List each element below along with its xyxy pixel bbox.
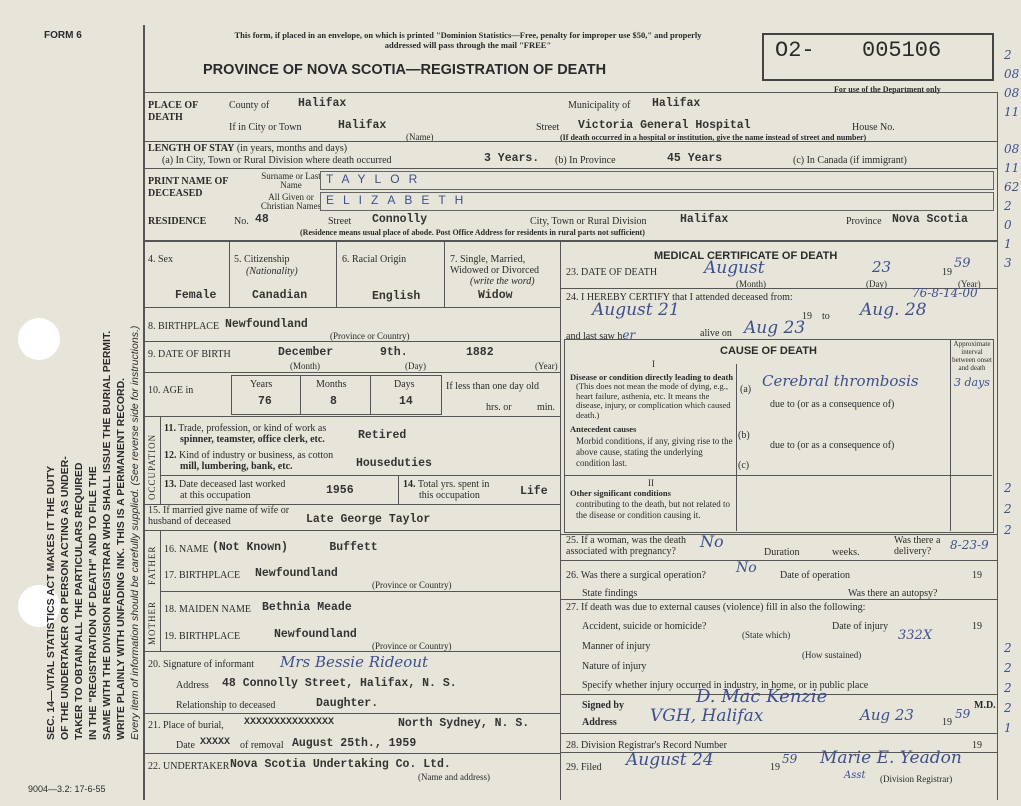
age-years-label: Years [250,379,273,390]
mother-side-label: MOTHER [147,601,157,645]
attended-from-yr: 19 [802,311,812,322]
surname-value: TAYLOR [326,172,427,186]
divider-m6 [560,733,997,734]
divider-4 [143,307,560,308]
record-number-label: 28. Division Registrar's Record Number [566,740,727,751]
burial-date-strikeout: XXXXX [200,737,231,748]
q14-no: 14. [403,479,416,490]
disease-label: Disease or condition directly leading to death [570,372,734,382]
postal-note: This form, if placed in an envelope, on which is printed "Dominion Statistics—Free, penalty for improper use $50," and properly addressed will pass through the mail "FREE" [234,30,702,50]
pcol-3 [444,241,445,307]
cause-interval-divider [950,339,951,531]
form-right-border [997,92,998,800]
q11-no: 11. [164,423,176,434]
q14-text: Total yrs. spent in [417,479,490,490]
registrar-signature: Marie E. Yeadon [820,748,962,768]
certify-label: 24. I HEREBY CERTIFY that I attended deceased from: [566,292,793,303]
pregnancy-duration-label: Duration [764,547,800,558]
age-months-label: Months [316,379,347,390]
alive-on-label: alive on [700,328,732,339]
cause-inner-divider [736,364,737,531]
mother-birthplace-label: 19. BIRTHPLACE [164,631,241,642]
stay-b-value: 45 Years [667,152,723,165]
stay-b-label: (b) In Province [555,155,616,166]
header-divider [143,92,997,93]
age-months: 8 [330,395,337,408]
divider-m3 [560,560,997,561]
municipality-label: Municipality of [568,100,631,111]
q11-text-b: spinner, teamster, office clerk, etc. [180,434,325,445]
dob-month: December [278,346,334,359]
occupation-side-label: OCCUPATION [147,433,157,500]
given-names-label: All Given or Christian Names [260,192,322,211]
q12-text-b: mill, lumbering, bank, etc. [180,461,293,472]
residence-note: (Residence means usual place of abode. Post Office Address for residents in rural parts not sufficient) [300,228,645,237]
house-label: House No. [852,122,895,133]
age-hrs: hrs. or [486,402,512,413]
margin-codes-lower: 2 2 2 [1004,481,1012,537]
divider-5 [143,341,560,342]
residence-label: RESIDENCE [148,216,207,227]
physician-sign-yr-prefix: 19 [942,717,952,728]
filed-yr: 59 [782,752,798,766]
county-value: Halifax [298,97,347,110]
age-lt-day-label: If less than one day old [446,381,540,392]
injury-year-label: 19 [972,621,982,632]
cause-a-value: Cerebral thrombosis [762,372,919,390]
date-of-death-day: 23 [872,258,892,276]
filed-date: August 24 [626,750,714,770]
death-year-label: (Year) [958,279,981,289]
antecedent-sub: Morbid conditions, if any, giving rise to the above cause, stating the underlying condition last. [576,436,733,468]
death-day-label: (Day) [866,279,887,289]
q13-text: Date deceased last worked [179,479,286,490]
disease-sub: (This does not mean the mode of dying, e.g., heart failure, asthenia, etc. It means the disease, injury, or complication which caused death.) [576,381,731,420]
department-note: For use of the Department only [834,85,941,94]
operation-year-label: 19 [972,570,982,581]
cause-part-divider [564,475,992,476]
delivery-label: Was there a delivery? [894,535,941,557]
last-saw-label: and last saw h [566,331,623,342]
q11-text: Trade, profession, or kind of work as [178,423,327,434]
surname-label: Surname or Last Name [261,171,321,190]
last-worked-value: 1956 [326,484,354,497]
age-label: 10. AGE in [148,385,194,396]
other-conditions-label: Other significant conditions [570,488,671,498]
column-divider [560,241,561,800]
industry-value: Houseduties [356,457,432,470]
q13-14-divider [398,475,399,504]
antecedent-label: Antecedent causes [570,424,637,434]
cause-c-label: (c) [738,460,750,471]
signed-by-label: Signed by [582,700,624,711]
burial-date-value: August 25th., 1959 [292,737,417,750]
operation-date-label: Date of operation [780,570,850,581]
divider-14 [143,753,560,754]
relationship-value: Daughter. [316,697,379,710]
county-label: County of [229,100,270,111]
age-years: 76 [258,395,272,408]
dob-month-label: (Month) [290,361,320,371]
injury-place-label: Specify whether injury occurred in industry, in home, or in public place [582,680,869,691]
given-names-value: ELIZABETH [326,193,473,207]
citizenship-value: Canadian [252,289,308,302]
divider-13 [143,713,560,714]
relationship-label: Relationship to deceased [176,700,276,711]
street-value: Victoria General Hospital [578,119,751,132]
date-of-death-year-prefix: 19 [942,267,952,278]
physician-sign-date: Aug 23 [860,706,914,724]
divider-m4 [560,599,997,600]
residence-street-label: Street [328,216,352,227]
spouse-value: Late George Taylor [306,513,431,526]
mother-birthplace-value: Newfoundland [274,628,357,641]
racial-origin-value: English [372,290,421,303]
pcol-1 [229,241,230,307]
date-of-death-year: 59 [954,256,971,271]
medical-certificate-title: MEDICAL CERTIFICATE OF DEATH [654,250,838,262]
last-saw-suffix: er [622,328,636,342]
birthplace-label: 8. BIRTHPLACE [148,321,220,332]
divider-11 [160,591,560,592]
burial-strikeout: XXXXXXXXXXXXXXX [244,717,335,728]
autopsy-label: Was there an autopsy? [848,588,938,599]
form-number: FORM 6 [44,30,82,41]
manner-label: Manner of injury [582,641,651,652]
md-label: M.D. [974,700,996,711]
marital-value: Widow [478,289,513,302]
death-month-label: (Month) [736,279,766,289]
q12-text: Kind of industry or business, as cotton [179,450,334,461]
pregnancy-value: No [700,532,724,551]
dob-label: 9. DATE OF BIRTH [148,349,231,360]
hospital-note: (If death occurred in a hospital or institution, give the name instead of street and number) [560,133,867,142]
age-col-2 [370,375,371,415]
birthplace-sub: (Province or Country) [330,331,410,341]
age-days-label: Days [394,379,415,390]
how-sustained-label: (How sustained) [802,650,862,660]
certify-code: 76-8-14-00 [912,286,978,300]
physician-address-value: VGH, Halifax [650,706,764,726]
registration-prefix: O2- [775,38,815,63]
nature-label: Nature of injury [582,661,647,672]
registrar-asst: Asst [844,770,866,781]
street-label: Street [536,122,560,133]
divider-1 [143,141,997,142]
state-which-label: (State which) [742,630,791,640]
alive-on-value: Aug 23 [744,318,806,338]
marital-label: 7. Single, Married, Widowed or Divorced [450,254,540,276]
residence-city-value: Halifax [680,213,729,226]
registrar-label: (Division Registrar) [880,774,953,784]
deceased-name-label: PRINT NAME OF DECEASED [148,176,228,199]
surgery-label: 26. Was there a surgical operation? [566,570,706,581]
pregnancy-weeks-label: weeks. [832,547,860,558]
stay-label: LENGTH OF STAY [148,143,235,154]
due-to-1: due to (or as a consequence of) [770,399,895,410]
informant-address-label: Address [176,680,209,691]
citizenship-label: 5. Citizenship [234,254,290,265]
due-to-2: due to (or as a consequence of) [770,440,895,451]
divider-2 [143,168,997,169]
cause-b-label: (b) [738,430,750,441]
informant-signature: Mrs Bessie Rideout [280,653,429,671]
q12-no: 12. [164,450,177,461]
divider-7 [143,416,560,417]
form-title: PROVINCE OF NOVA SCOTIA—REGISTRATION OF DEATH [203,62,607,78]
informant-label: 20. Signature of informant [148,659,255,670]
stay-a-label: (a) In City, Town or Rural Division where death occurred [162,155,392,166]
external-causes-label: 27. If death was due to external causes (violence) fill in also the following: [566,602,866,613]
spouse-label: 15. If married give name of wife or husband of deceased [148,505,290,527]
sex-value: Female [175,289,217,302]
burial-label: 21. Place of burial, [148,720,224,731]
age-min: min. [537,402,556,413]
dob-day: 9th. [380,346,408,359]
date-of-death-month: August [704,258,765,278]
record-year-label: 19 [972,740,982,751]
father-name-value: (Not Known) Buffett [212,541,378,554]
injury-date-label: Date of injury [832,621,889,632]
delivery-code: 8-23-9 [950,538,989,552]
sex-label: 4. Sex [148,254,173,265]
attended-to-label: to [822,311,830,322]
mother-maiden-value: Bethnia Meade [262,601,352,614]
findings-label: State findings [582,588,638,599]
informant-address-value: 48 Connolly Street, Halifax, N. S. [222,677,457,690]
other-conditions-sub: contributing to the death, but not related to the disease or condition causing it. [576,499,730,520]
attended-to: Aug. 28 [860,300,927,320]
burial-place-value: North Sydney, N. S. [398,717,530,730]
burial-date-label: Date [176,740,195,751]
q13-no: 13. [164,479,177,490]
municipality-value: Halifax [652,97,701,110]
mother-birthplace-sub: (Province or Country) [372,641,452,651]
interval-label: Approximate interval between onset and death [952,340,992,372]
margin-codes-bottom: 2 2 2 2 1 [1004,641,1012,735]
undertaker-value: Nova Scotia Undertaking Co. Ltd. [230,758,451,771]
q14-text-b: this occupation [419,490,480,501]
father-birthplace-sub: (Province or Country) [372,580,452,590]
stay-a-value: 3 Years. [484,152,540,165]
years-in-occupation-value: Life [520,485,548,498]
occ-side-line [160,416,161,504]
residence-no-label: No. [234,216,249,227]
divider-12 [143,651,560,652]
occupation-value: Retired [358,429,407,442]
registration-number: 005106 [862,38,942,63]
place-of-death-label: PLACE OF DEATH [148,100,198,123]
cause-a-label: (a) [740,384,752,395]
city-label: If in City or Town [229,122,302,133]
father-side-label: FATHER [147,545,157,585]
filed-label: 29. Filed [566,762,602,773]
mother-maiden-label: 18. MAIDEN NAME [164,604,251,615]
cause-part-2: II [648,478,654,488]
dob-year: 1882 [466,346,494,359]
city-value: Halifax [338,119,387,132]
residence-no-value: 48 [255,213,269,226]
pregnancy-label: 25. If a woman, was the death associated with pregnancy? [566,535,686,557]
father-birthplace-label: 17. BIRTHPLACE [164,570,241,581]
side-instructions: SEC. 14—VITAL STATISTICS ACT MAKES IT THE DUTY OF THE UNDERTAKER OR PERSON ACTING AS UNDER- TAKER TO OBTAIN ALL THE PARTICULARS REQUIRED IN THE "REGISTRATION OF DEATH" AND TO FILE THE SAME WITH THE DIVISION REGISTRAR WHO SHALL ISSUE THE BURIAL PERMIT. WRITE PLAINLY WITH UNFADING INK. THIS IS A PERMANENT RECORD. Every item of information should be carefully supplied. (See reverse side for instructions.) [45,325,141,740]
divider-6 [143,372,560,373]
filed-yr-prefix: 19 [770,762,780,773]
q13-text-b: at this occupation [180,490,251,501]
divider-8 [160,475,560,476]
cause-title: CAUSE OF DEATH [720,345,817,357]
physician-signature: D. Mac Kenzie [696,686,828,707]
residence-province-label: Province [846,216,882,227]
cause-a-interval: 3 days [954,376,990,389]
age-col-1 [300,375,301,415]
father-birthplace-value: Newfoundland [255,567,338,580]
name-sublabel: (Name) [406,132,434,142]
father-name-label: 16. NAME [164,544,209,555]
marital-sub: (write the word) [470,276,535,287]
stay-sub: (in years, months and days) [236,143,348,154]
residence-street-value: Connolly [372,213,428,226]
manner-code: 332X [898,628,933,643]
form-footer-code: 9004—3.2: 17-6-55 [28,784,106,794]
burial-removal-label: of removal [240,740,284,751]
divider-3 [143,240,997,242]
racial-origin-label: 6. Racial Origin [342,254,407,265]
residence-city-label: City, Town or Rural Division [530,216,647,227]
surgery-value: No [736,560,757,576]
undertaker-label: 22. UNDERTAKER [148,761,230,772]
physician-sign-yr: 59 [955,707,971,721]
citizenship-sub: (Nationality) [246,266,298,277]
residence-province-value: Nova Scotia [892,213,968,226]
date-of-death-label: 23. DATE OF DEATH [566,267,658,278]
age-days: 14 [399,395,413,408]
undertaker-sub: (Name and address) [418,772,490,782]
dob-year-label: (Year) [535,361,558,371]
dob-day-label: (Day) [405,361,426,371]
cause-part-1: I [652,359,655,369]
margin-codes: 2 08 08 11 08 11 62 2 0 1 3 [1004,48,1020,270]
divider-10 [143,530,560,531]
attended-from: August 21 [592,300,680,320]
stay-c-label: (c) In Canada (if immigrant) [793,155,907,166]
physician-address-label: Address [582,717,617,728]
accident-label: Accident, suicide or homicide? [582,621,707,632]
pcol-2 [336,241,337,307]
birthplace-value: Newfoundland [225,318,308,331]
